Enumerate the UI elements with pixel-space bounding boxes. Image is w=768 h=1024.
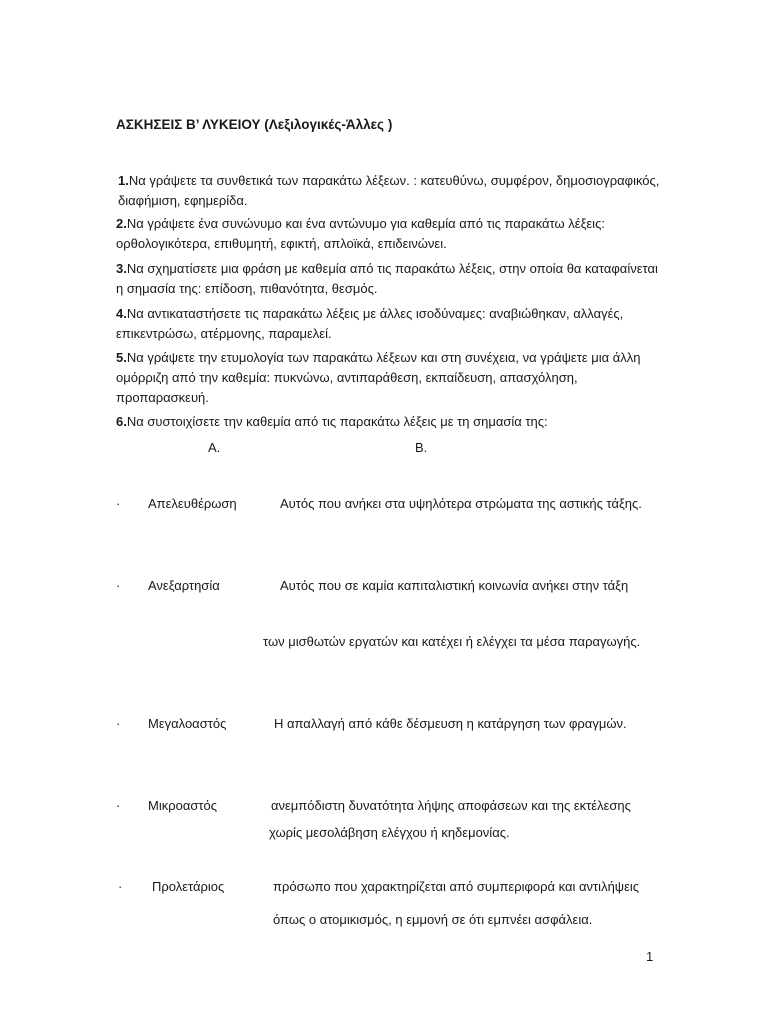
exercise-text: Να γράψετε την ετυμολογία των παρακάτω λέξεων και στη συνέχεια, να γράψετε μια άλλη ομόρριζη από την καθεμία: πυκνώνω, αντιπαράθεση, εκπαίδευση, απασχόληση, προπαρασκευή. bbox=[116, 350, 641, 405]
exercise-text: Να σχηματίσετε μια φράση με καθεμία από τις παρακάτω λέξεις, στην οποία θα καταφαίνεται η σημασία της: επίδοση, πιθανότητα, θεσμός. bbox=[116, 261, 658, 296]
matching-term: Μεγαλοαστός bbox=[148, 716, 227, 731]
exercise-text: Να συστοιχίσετε την καθεμία από τις παρακάτω λέξεις με τη σημασία της: bbox=[126, 414, 548, 429]
exercise-number: 4. bbox=[116, 306, 127, 321]
list-bullet: · bbox=[116, 578, 121, 593]
column-b-header: Β. bbox=[415, 440, 428, 455]
list-bullet: · bbox=[116, 716, 121, 731]
exercise-2 bbox=[116, 214, 664, 254]
matching-term: Ανεξαρτησία bbox=[148, 578, 220, 593]
matching-term: Απελευθέρωση bbox=[148, 496, 237, 511]
exercise-6 bbox=[116, 412, 664, 432]
document-title: ΑΣΚΗΣΕΙΣ Β’ ΛΥΚΕΙΟΥ (Λεξιλογικές-Άλλες ) bbox=[116, 117, 393, 132]
matching-term: Προλετάριος bbox=[152, 879, 225, 894]
exercise-number: 1. bbox=[118, 173, 129, 188]
matching-definition: Αυτός που ανήκει στα υψηλότερα στρώματα της αστικής τάξης. bbox=[280, 496, 642, 511]
matching-definition-continued: των μισθωτών εργατών και κατέχει ή ελέγχει τα μέσα παραγωγής. bbox=[263, 634, 641, 649]
matching-definition-continued: όπως ο ατομικισμός, η εμμονή σε ότι εμπνέει ασφάλεια. bbox=[273, 912, 593, 927]
exercise-3 bbox=[116, 259, 664, 299]
list-bullet: · bbox=[116, 496, 121, 511]
list-bullet: · bbox=[118, 879, 123, 894]
matching-term: Μικροαστός bbox=[148, 798, 218, 813]
exercise-number: 2. bbox=[116, 216, 127, 231]
exercise-text: Να γράψετε τα συνθετικά των παρακάτω λέξεων. : κατευθύνω, συμφέρον, δημοσιογραφικός, διαφήμιση, εφημερίδα. bbox=[118, 173, 660, 208]
list-bullet: · bbox=[116, 798, 121, 813]
exercise-text: Να γράψετε ένα συνώνυμο και ένα αντώνυμο για καθεμία από τις παρακάτω λέξεις: ορθολογικότερα, επιθυμητή, εφικτή, απλοϊκά, επιδεινώνει. bbox=[116, 216, 605, 251]
matching-definition: Αυτός που σε καμία καπιταλιστική κοινωνία ανήκει στην τάξη bbox=[280, 578, 629, 593]
matching-definition: Η απαλλαγή από κάθε δέσμευση η κατάργηση των φραγμών. bbox=[274, 716, 627, 731]
exercise-5 bbox=[116, 348, 664, 408]
exercise-4 bbox=[116, 304, 664, 344]
exercise-1 bbox=[118, 171, 666, 211]
matching-definition: πρόσωπο που χαρακτηρίζεται από συμπεριφορά και αντιλήψεις bbox=[273, 879, 640, 894]
page-number: 1 bbox=[646, 949, 654, 964]
column-a-header: Α. bbox=[208, 440, 221, 455]
matching-definition-continued: χωρίς μεσολάβηση ελέγχου ή κηδεμονίας. bbox=[269, 825, 510, 840]
exercise-text: Να αντικαταστήσετε τις παρακάτω λέξεις με άλλες ισοδύναμες: αναβιώθηκαν, αλλαγές, επικεντρώσω, ατέρμονης, παραμελεί. bbox=[116, 306, 624, 341]
exercise-number: 6. bbox=[116, 414, 127, 429]
exercise-number: 3. bbox=[116, 261, 127, 276]
matching-definition: ανεμπόδιστη δυνατότητα λήψης αποφάσεων και της εκτέλεσης bbox=[271, 798, 631, 813]
exercise-number: 5. bbox=[116, 350, 127, 365]
